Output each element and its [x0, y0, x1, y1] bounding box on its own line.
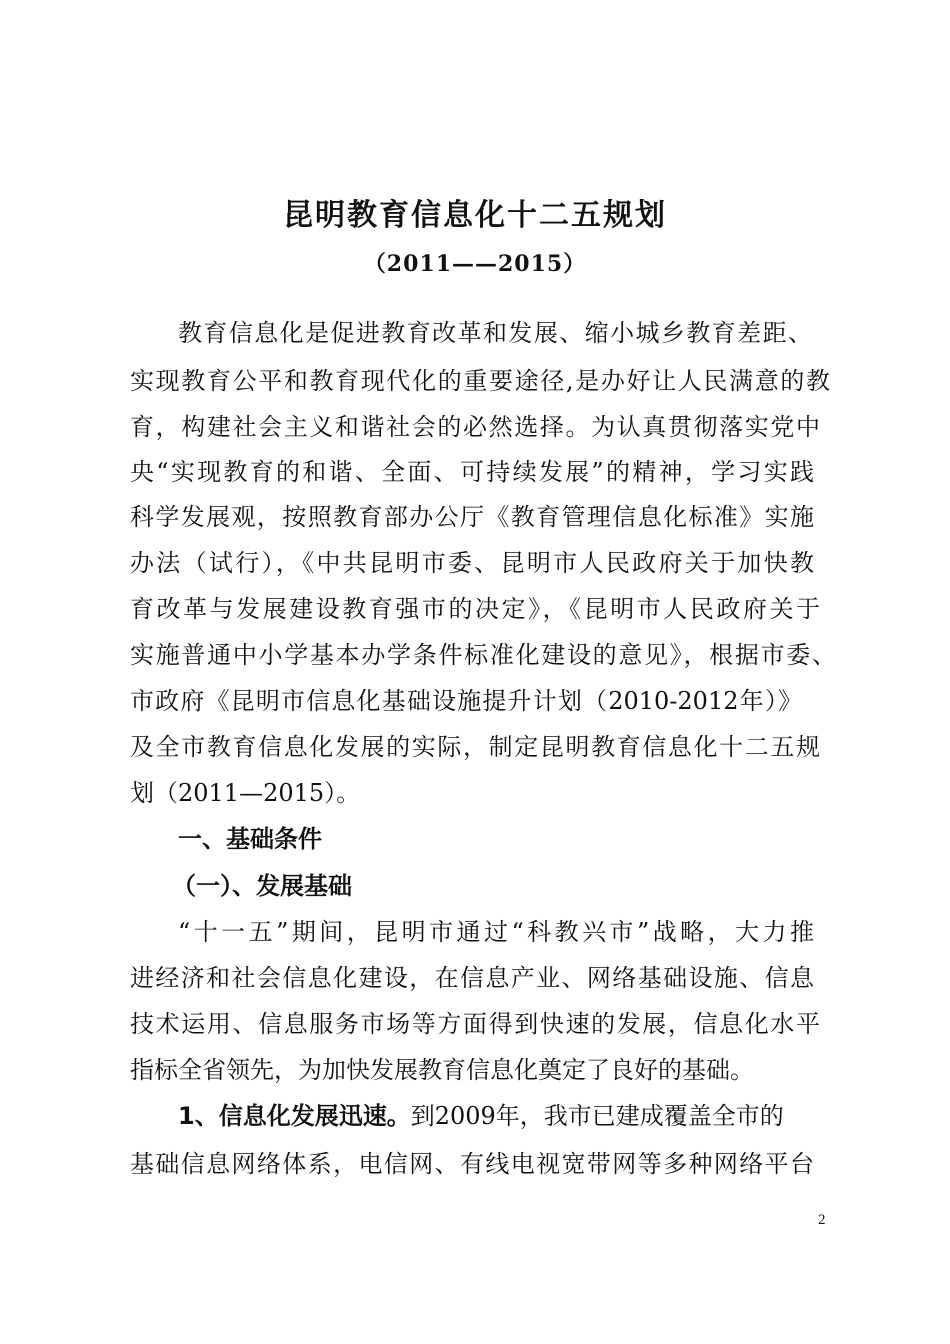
basis-line: 技术运用、信息服务市场等方面得到快速的发展，信息化水平: [130, 1010, 820, 1038]
intro-line: 实现教育公平和教育现代化的重要途径,是办好让人民满意的教: [130, 367, 830, 395]
intro-line: 划（2011—2015）。: [130, 779, 361, 807]
document-title: 昆明教育信息化十二五规划: [283, 198, 667, 233]
intro-line: 办法（试行），《中共昆明市委、昆明市人民政府关于加快教: [130, 549, 814, 577]
section-heading: 一、基础条件: [178, 825, 322, 853]
item-text: 到2009年，我市已建成覆盖全市的: [410, 1102, 784, 1130]
basis-line: 进经济和社会信息化建设，在信息产业、网络基础设施、信息: [130, 964, 814, 992]
intro-line: 实施普通中小学基本办学条件标准化建设的意见》，根据市委、: [130, 641, 836, 669]
intro-line: 教育信息化是促进教育改革和发展、缩小城乡教育差距、: [178, 319, 812, 347]
document-subtitle: （2011——2015）: [363, 251, 587, 277]
intro-line: 科学发展观，按照教育部办公厅《教育管理信息化标准》实施: [130, 503, 814, 531]
basis-line: 指标全省领先，为加快发展教育信息化奠定了良好的基础。: [130, 1056, 754, 1084]
item-label: 1、信息化发展迅速。: [178, 1102, 411, 1130]
subsection-heading: （一）、发展基础: [172, 872, 352, 900]
page-number: 2: [818, 1212, 826, 1228]
intro-line: 育改革与发展建设教育强市的决定》，《昆明市人民政府关于: [130, 595, 820, 623]
intro-line: 及全市教育信息化发展的实际，制定昆明教育信息化十二五规: [130, 733, 820, 761]
basis-line: “十一五”期间，昆明市通过“科教兴市”战略，大力推: [178, 918, 814, 946]
intro-line: 育，构建社会主义和谐社会的必然选择。为认真贯彻落实党中: [130, 413, 820, 441]
intro-line: 央“实现教育的和谐、全面、可持续发展”的精神，学习实践: [130, 458, 814, 486]
item-line: 基础信息网络体系，电信网、有线电视宽带网等多种网络平台: [130, 1150, 814, 1178]
item-line: [178, 1099, 818, 1133]
intro-line: 市政府《昆明市信息化基础设施提升计划（2010-2012年）》: [130, 687, 802, 715]
